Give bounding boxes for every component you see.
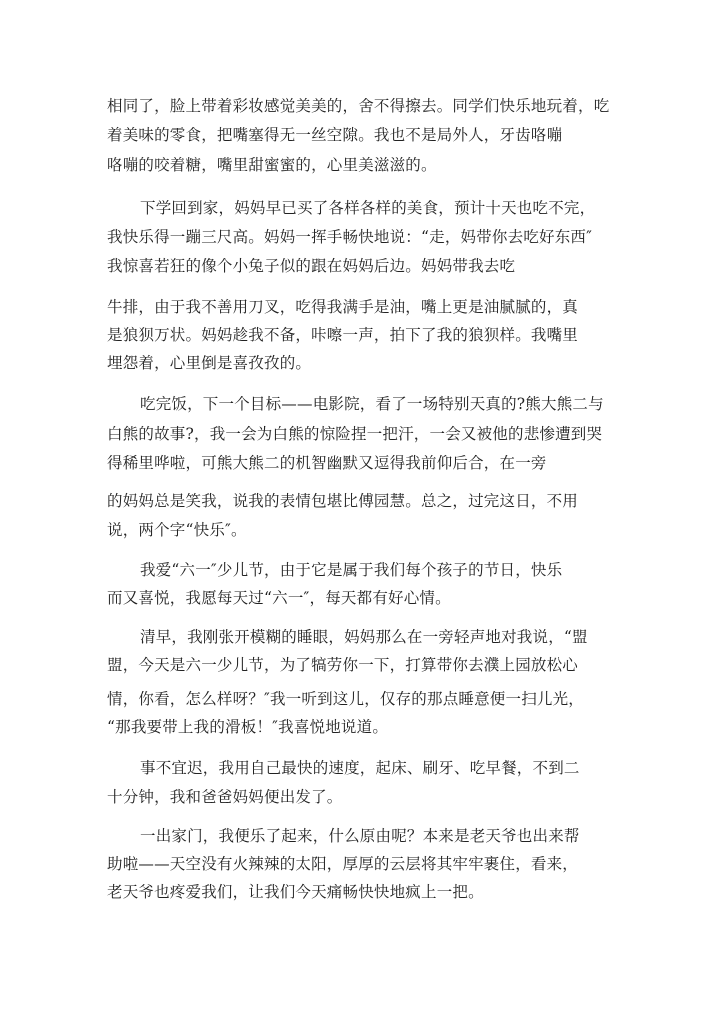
text-line: 老天爷也疼爱我们，让我们今天痛畅快快地疯上一把。 (107, 883, 484, 901)
text-line: 情，你看，怎么样呀？″我一听到这儿，仅存的那点睡意便一扫儿光， (107, 690, 584, 708)
text-line: 事不宜迟，我用自己最快的速度，起床、刷牙、吃早餐，不到二 (140, 759, 580, 777)
text-line: 得稀里哗啦，可熊大熊二的机智幽默又逗得我前仰后合，在一旁 (107, 454, 547, 472)
text-line: 牛排，由于我不善用刀叉，吃得我满手是油，嘴上更是油腻腻的，真 (107, 298, 579, 316)
text-line: 说，两个字“快乐″。 (107, 521, 247, 539)
text-line: 的妈妈总是笑我，说我的表情包堪比傅园慧。总之，过完这日，不用 (107, 492, 579, 510)
text-line: 我惊喜若狂的像个小兔子似的跟在妈妈后边。妈妈带我去吃 (107, 257, 516, 275)
text-line: 吃完饭，下一个目标——电影院，看了一场特别天真的?熊大熊二与 (140, 395, 604, 413)
text-line: 助啦——天空没有火辣辣的太阳，厚厚的云层将其牢牢裹住，看来， (107, 855, 579, 873)
text-line: 而又喜悦，我愿每天过“六一″，每天都有好心情。 (107, 589, 451, 607)
text-line: 下学回到家，妈妈早已买了各样各样的美食，预计十天也吃不完， (140, 199, 596, 217)
text-line: 白熊的故事?，我一会为白熊的惊险捏一把汗，一会又被他的悲惨遭到哭 (107, 425, 603, 443)
text-line: 咯嘣的咬着糖，嘴里甜蜜蜜的，心里美滋滋的。 (107, 156, 437, 174)
text-line: 相同了，脸上带着彩妆感觉美美的，舍不得擦去。同学们快乐地玩着，吃 (107, 97, 610, 115)
text-line: 一出家门，我便乐了起来，什么原由呢？本来是老天爷也出来帮 (140, 827, 580, 845)
text-line: 我快乐得一蹦三尺高。妈妈一挥手畅快地说：“走，妈带你去吃好东西″ (107, 228, 593, 246)
text-line: 盟，今天是六一少儿节，为了犒劳你一下，打算带你去濮上园放松心 (107, 656, 579, 674)
text-line: “那我要带上我的滑板！″我喜悦地说道。 (107, 718, 389, 736)
text-line: 十分钟，我和爸爸妈妈便出发了。 (107, 788, 343, 806)
text-line: 清早，我刚张开模糊的睡眼，妈妈那么在一旁轻声地对我说，“盟 (140, 628, 588, 646)
text-line: 我爱“六一″少儿节，由于它是属于我们每个孩子的节日，快乐 (140, 561, 563, 579)
text-line: 是狼狈万状。妈妈趁我不备，咔嚓一声，拍下了我的狼狈样。我嘴里 (107, 326, 579, 344)
text-line: 着美味的零食，把嘴塞得无一丝空隙。我也不是局外人，牙齿咯嘣 (107, 126, 563, 144)
text-line: 埋怨着，心里倒是喜孜孜的。 (107, 354, 312, 372)
